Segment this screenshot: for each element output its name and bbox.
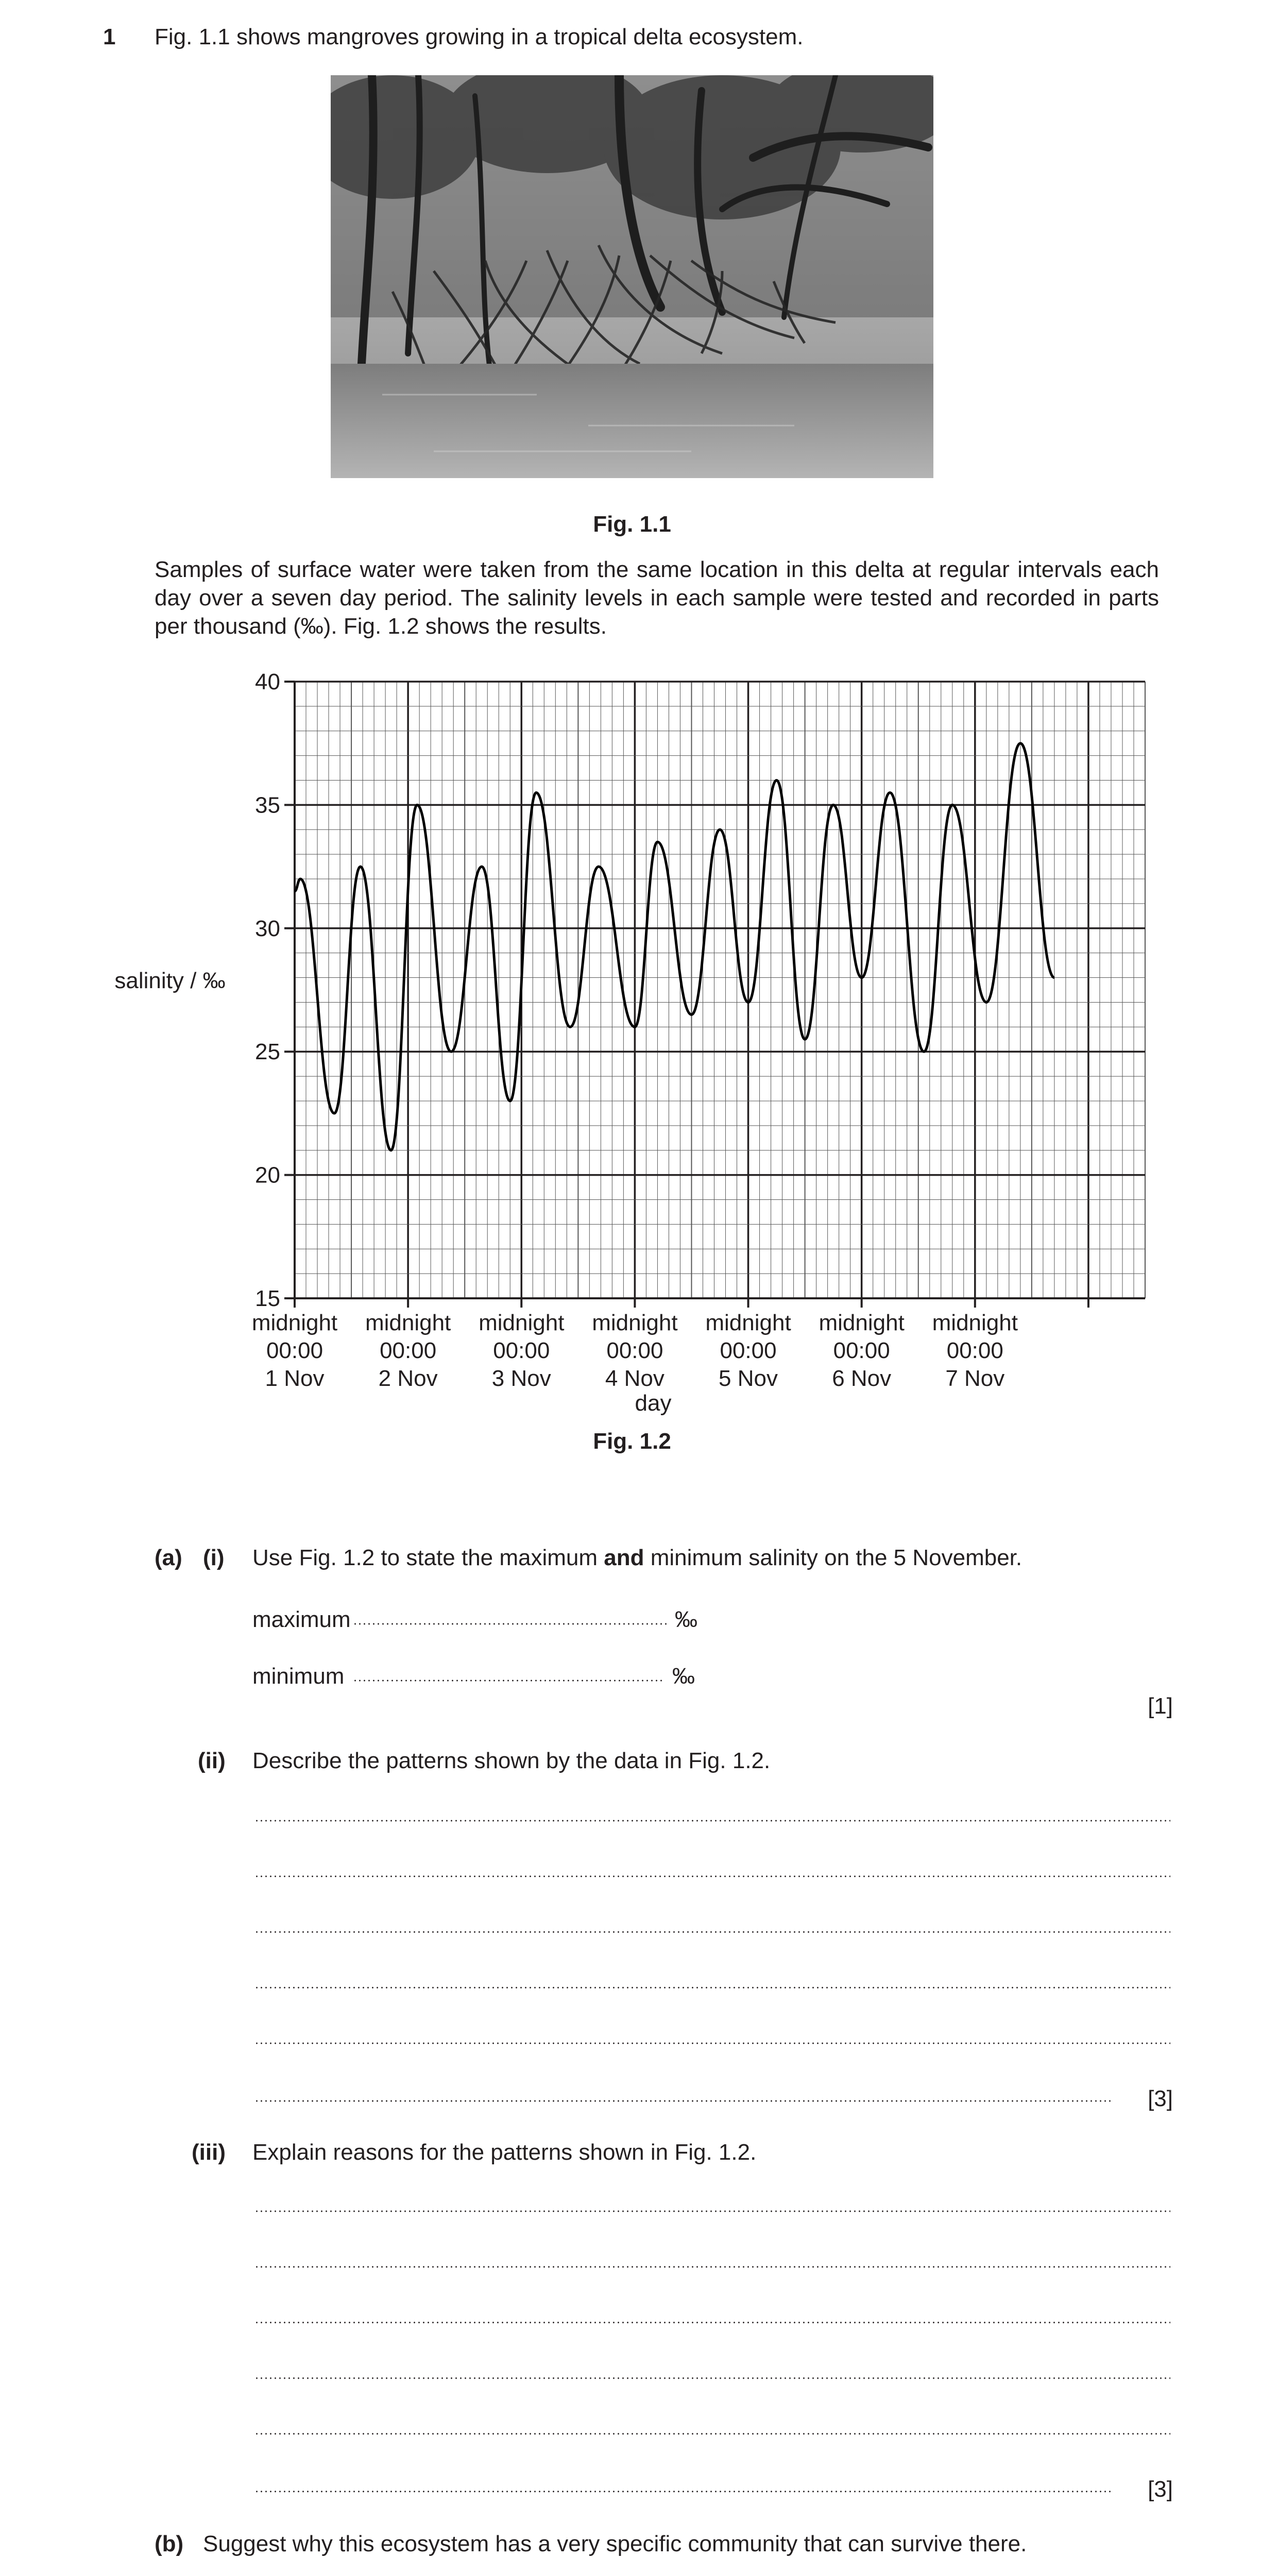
x-tick-label: midnight [251,1310,338,1335]
part-a-iii-label: (iii) [192,2140,226,2165]
part-a-ii-answer-line[interactable] [254,1931,1170,1933]
mangrove-photo [331,75,933,478]
x-tick-label: 7 Nov [945,1366,1005,1391]
y-tick-label: 35 [255,792,280,818]
x-tick-labels [252,1298,1088,1391]
part-a-ii-answer-line[interactable] [254,1875,1170,1877]
figure-1-2-caption: Fig. 1.2 [593,1429,671,1454]
part-a-ii-answer-line[interactable] [254,2042,1170,2044]
x-tick-label: 00:00 [493,1338,550,1363]
part-a-iii-answer-line[interactable] [254,2321,1170,2324]
x-tick-label: 00:00 [833,1338,890,1363]
x-tick-label: 00:00 [266,1338,323,1363]
part-b-label: (b) [155,2531,184,2556]
part-a-i-question: Use Fig. 1.2 to state the maximum and minimum salinity on the 5 November. [252,1545,1023,1570]
x-axis-label: day [635,1391,672,1416]
part-a-ii-question: Describe the patterns shown by the data in Fig. 1.2. [252,1748,771,1773]
x-tick-label: midnight [479,1310,565,1335]
data-description-paragraph: Samples of surface water were taken from the same location in this delta at regular intervals each day over a seven day period. The salinity levels in each sample were tested and recorded in parts per thousand (‰). Fig. 1.2 shows the results. [155,557,1159,639]
x-tick-label: 00:00 [380,1338,437,1363]
minimum-answer-line[interactable] [353,1680,664,1682]
part-a-i-marks: [1] [1148,1693,1173,1719]
part-a-iii-answer-line[interactable] [254,2377,1170,2379]
part-a-iii-question: Explain reasons for the patterns shown in Fig. 1.2. [252,2140,757,2165]
x-tick-label: 2 Nov [378,1366,438,1391]
minimum-label: minimum [252,1664,345,1689]
y-tick-label: 15 [255,1286,280,1311]
part-b-question: Suggest why this ecosystem has a very specific community that can survive there. [203,2531,1027,2556]
figure-1-1-caption: Fig. 1.1 [593,512,671,537]
x-tick-label: 4 Nov [605,1366,664,1391]
y-axis-label: salinity / ‰ [114,968,226,993]
part-a-iii-answer-line[interactable] [254,2210,1170,2212]
salinity-chart [0,659,1278,1422]
part-a-ii-marks: [3] [1148,2086,1173,2111]
part-a-label: (a) [155,1545,182,1570]
y-tick-label: 30 [255,916,280,941]
y-tick-labels [255,669,295,1311]
part-a-iii-answer-line[interactable] [254,2266,1170,2268]
chart-grid [295,682,1145,1298]
x-tick-label: 00:00 [946,1338,1003,1363]
maximum-answer-line[interactable] [353,1623,667,1625]
part-a-i-label: (i) [203,1545,225,1570]
part-a-ii-answer-line[interactable] [254,1820,1170,1822]
part-a-iii-marks: [3] [1148,2477,1173,2502]
x-tick-label: 1 Nov [265,1366,325,1391]
x-tick-label: midnight [592,1310,678,1335]
x-tick-label: 00:00 [720,1338,777,1363]
part-a-iii-answer-line[interactable] [254,2490,1113,2493]
x-tick-label: midnight [932,1310,1018,1335]
part-a-iii-answer-line[interactable] [254,2433,1170,2435]
x-tick-label: midnight [819,1310,905,1335]
question-number: 1 [103,24,116,49]
x-tick-label: 00:00 [606,1338,663,1363]
x-tick-label: 6 Nov [832,1366,892,1391]
x-tick-label: 5 Nov [719,1366,778,1391]
y-tick-label: 25 [255,1039,280,1065]
minimum-unit: ‰ [672,1664,695,1689]
maximum-label: maximum [252,1607,351,1632]
part-a-ii-answer-line[interactable] [254,1987,1170,1989]
part-a-ii-label: (ii) [198,1748,226,1773]
part-a-ii-answer-line[interactable] [254,2100,1113,2102]
question-intro: Fig. 1.1 shows mangroves growing in a tropical delta ecosystem. [155,24,804,49]
y-tick-label: 40 [255,669,280,694]
chart-axes [295,682,1145,1298]
x-tick-label: 3 Nov [491,1366,551,1391]
y-tick-label: 20 [255,1162,280,1188]
x-tick-label: midnight [365,1310,451,1335]
x-tick-label: midnight [705,1310,791,1335]
maximum-unit: ‰ [675,1607,697,1632]
